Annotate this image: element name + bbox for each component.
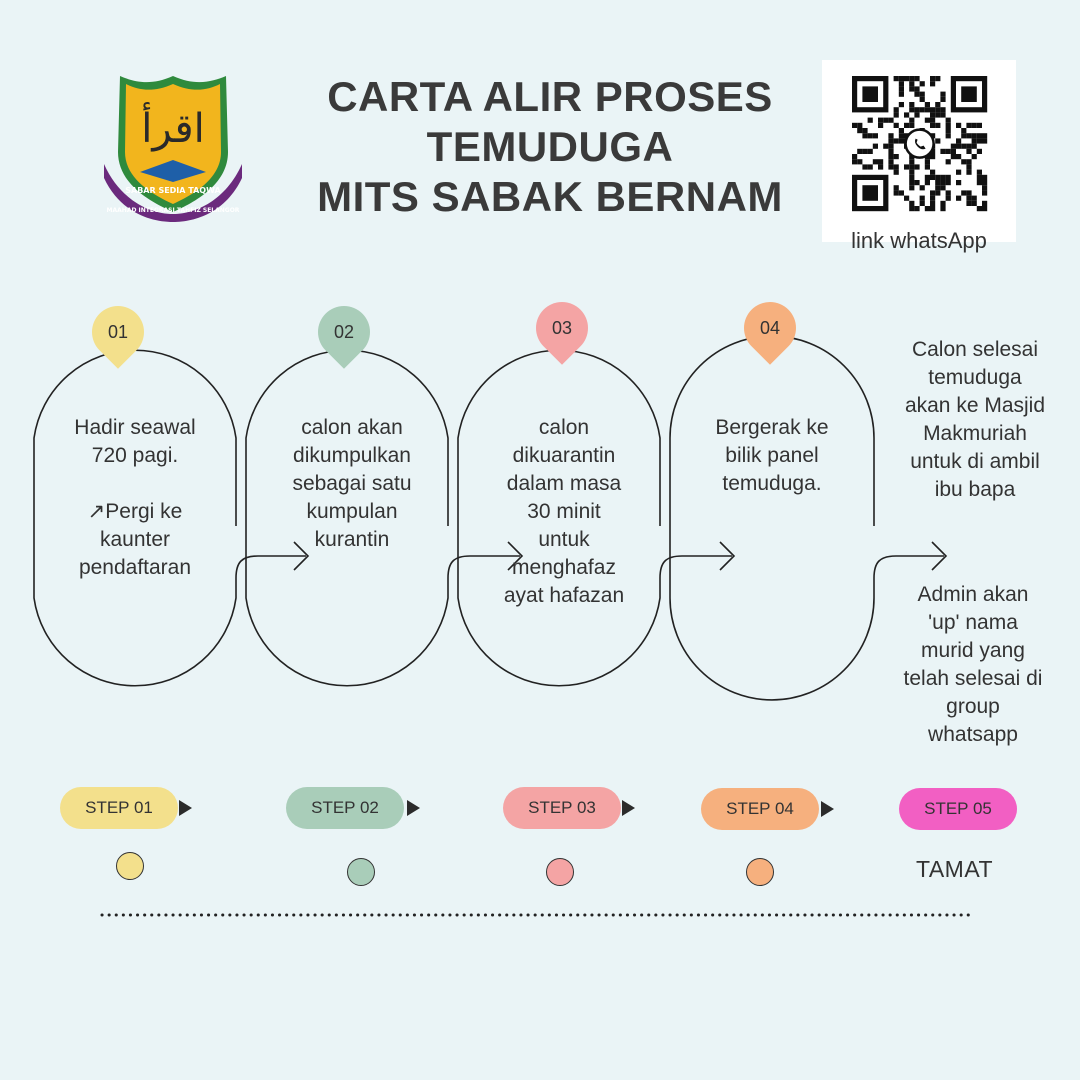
step-01-pill: STEP 01 [60,787,178,829]
qr-caption: link whatsApp [851,228,987,253]
step-05-description-top [880,336,1070,504]
step-01-description [40,414,230,582]
step-01-dot [116,852,144,880]
step-04-description [672,414,872,498]
step-text: calon dikuarantin dalam masa 30 minit untuk menghafaz ayat hafazan [503,416,625,607]
title-line-1: CARTA ALIR PROSES [327,73,773,120]
step-02-arrow-icon [407,800,420,816]
svg-text:SABAR SEDIA TAQWA: SABAR SEDIA TAQWA [125,186,221,195]
title-line-3: MITS SABAK BERNAM [317,173,783,220]
step-text: Hadir seawal 720 pagi. ↗Pergi ke kaunter pendaftaran [74,416,196,579]
step-number: 02 [333,322,355,342]
step-number: 04 [759,318,781,338]
step-03-dot [546,858,574,886]
step-05-pill: STEP 05 [899,788,1017,830]
title-line-2: TEMUDUGA [426,123,674,170]
step-number: 03 [551,318,573,338]
step-05-description-bottom [876,581,1070,749]
step-02-description [252,414,452,554]
step-01-arrow-icon [179,800,192,816]
svg-text:MAAHAD INTEGRASI TAHFIZ SELANG: MAAHAD INTEGRASI TAHFIZ SELANGOR [106,207,240,214]
step-text: Bergerak ke bilik panel temuduga. [715,416,829,495]
step-04-dot [746,858,774,886]
step-text: calon akan dikumpulkan sebagai satu kumpulan kurantin [292,416,412,551]
step-04-arrow-icon [821,801,834,817]
step-04-pill: STEP 04 [701,788,819,830]
step-text: Calon selesai temuduga akan ke Masjid Makmuriah untuk di ambil ibu bapa [904,338,1046,501]
step-number: 01 [107,322,129,342]
step-03-description [464,414,664,610]
dotted-divider [100,910,972,920]
svg-text:اقرأ: اقرأ [141,106,205,152]
step-03-arrow-icon [622,800,635,816]
end-label: TAMAT [916,856,994,882]
step-text: Admin akan 'up' nama murid yang telah selesai di group whatsapp [903,583,1043,746]
step-02-dot [347,858,375,886]
step-03-pill: STEP 03 [503,787,621,829]
step-02-pill: STEP 02 [286,787,404,829]
